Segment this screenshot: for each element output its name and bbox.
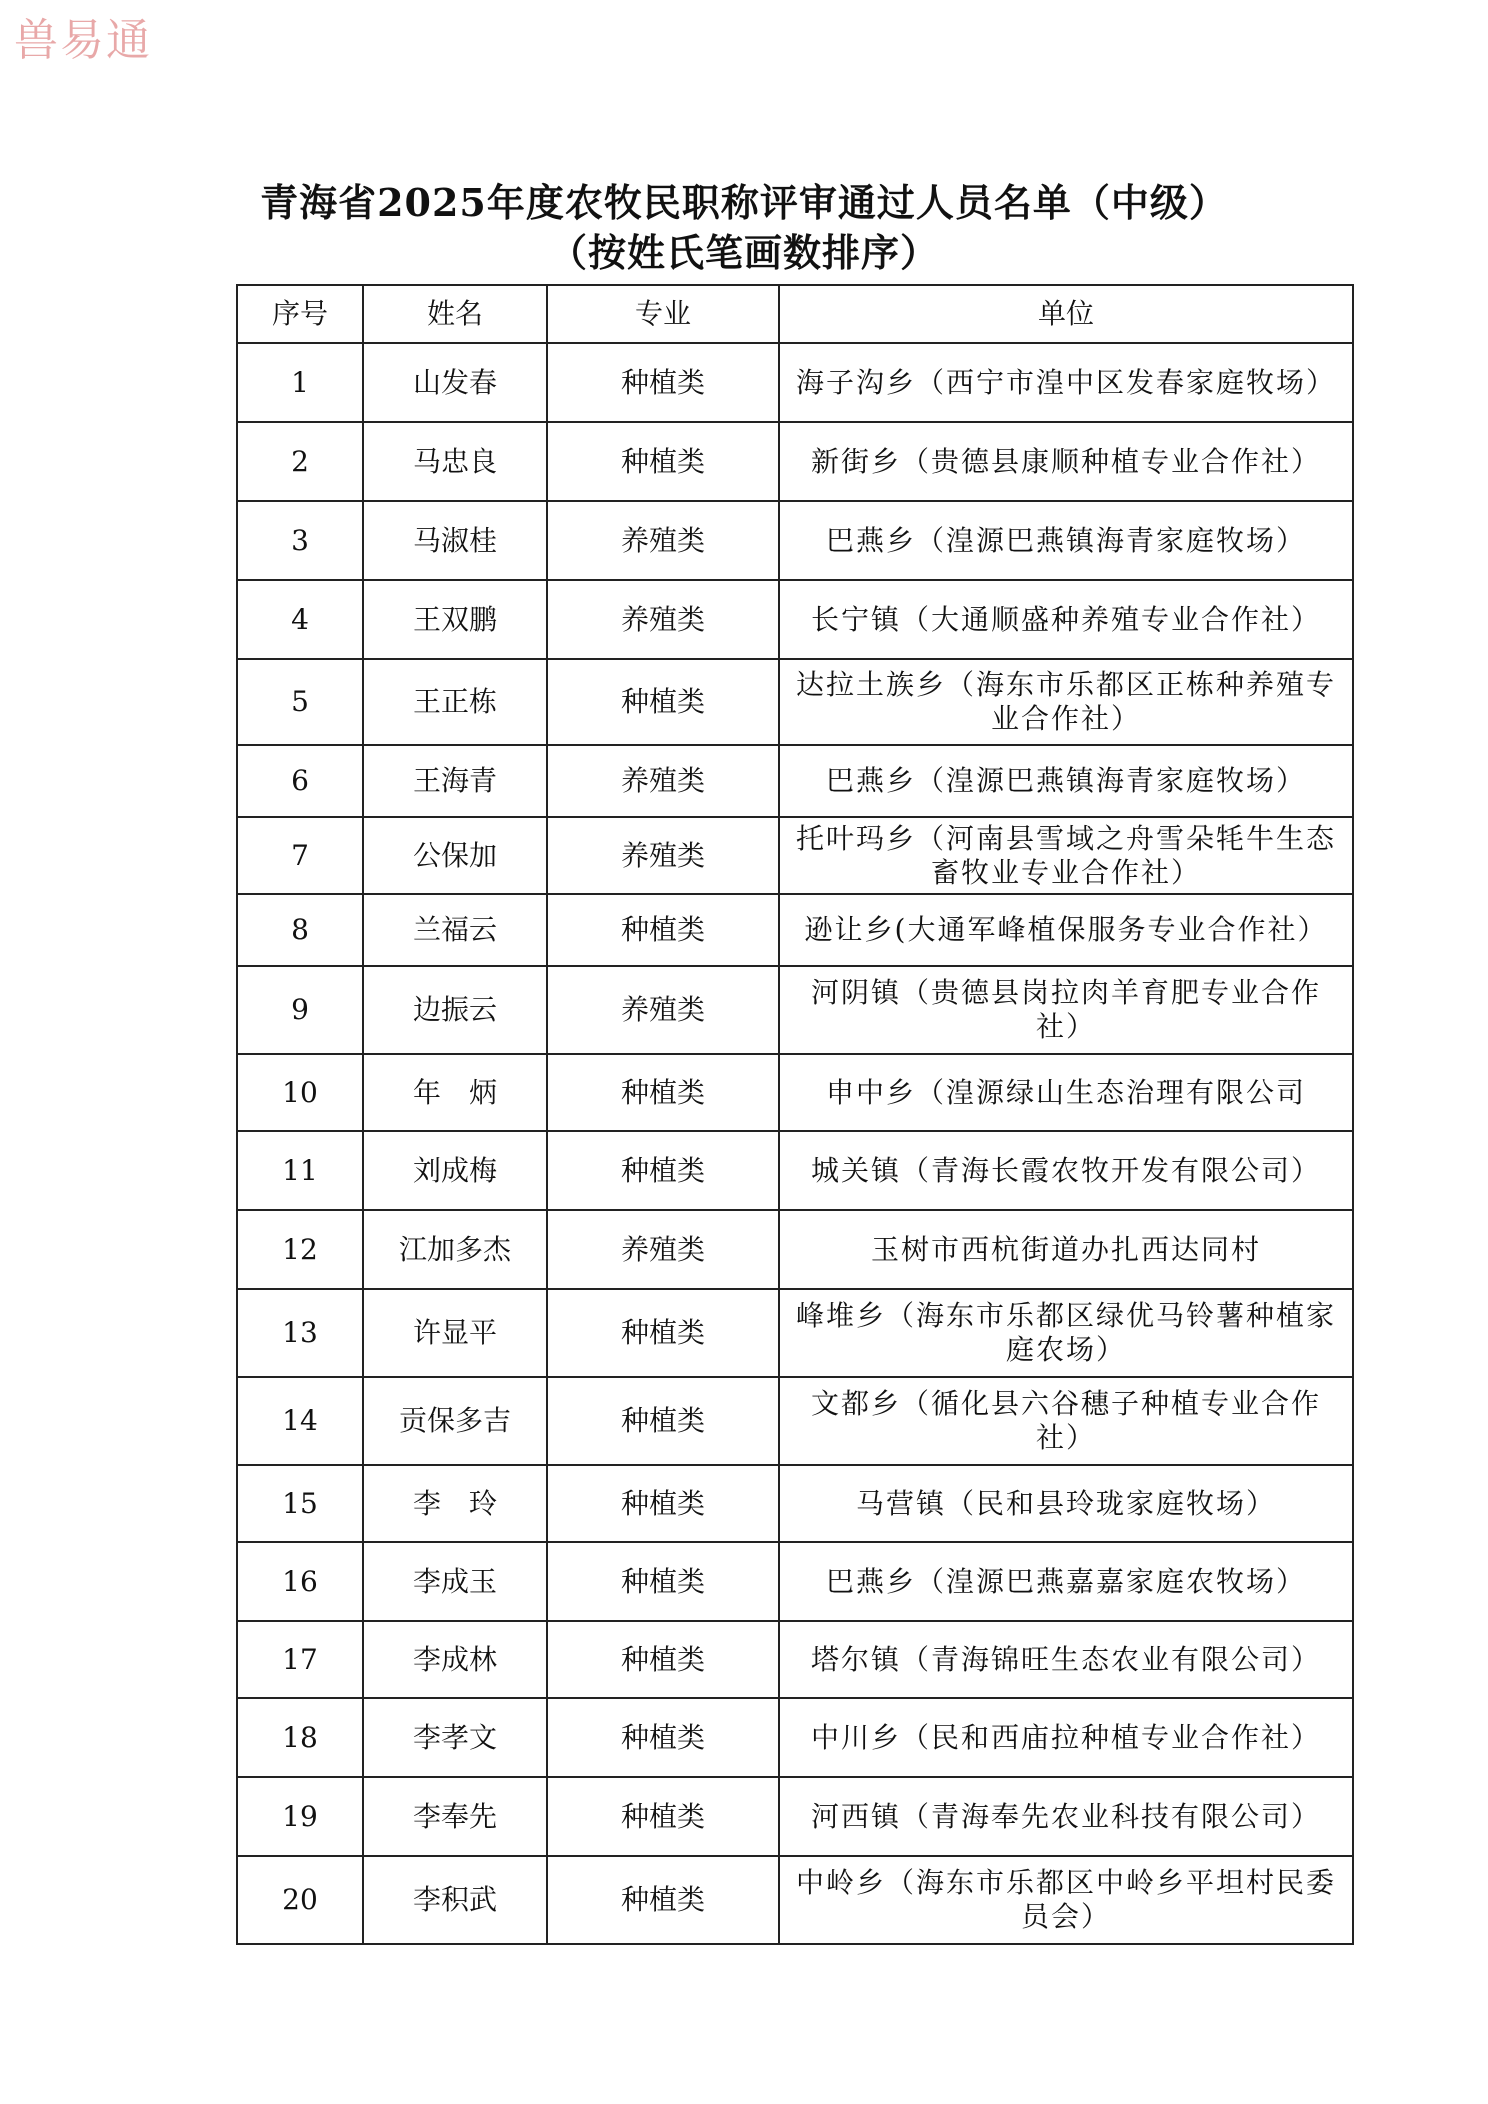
table-row xyxy=(237,659,1353,745)
table-row xyxy=(237,1621,1353,1698)
table-row xyxy=(237,1054,1353,1131)
cell-name: 王双鹏 xyxy=(363,580,547,659)
cell-no: 1 xyxy=(237,343,363,422)
cell-no: 11 xyxy=(237,1131,363,1210)
cell-name: 李成玉 xyxy=(363,1542,547,1621)
cell-major: 种植类 xyxy=(547,1777,779,1856)
cell-unit: 巴燕乡（湟源巴燕镇海青家庭牧场） xyxy=(779,745,1353,817)
table-row xyxy=(237,817,1353,894)
cell-no: 16 xyxy=(237,1542,363,1621)
cell-major: 养殖类 xyxy=(547,1210,779,1289)
cell-name: 江加多杰 xyxy=(363,1210,547,1289)
cell-major: 养殖类 xyxy=(547,966,779,1054)
header-name: 姓名 xyxy=(363,285,547,343)
cell-unit: 达拉土族乡（海东市乐都区正栋种养殖专业合作社） xyxy=(779,659,1353,745)
cell-name: 王正栋 xyxy=(363,659,547,745)
cell-name: 李孝文 xyxy=(363,1698,547,1777)
cell-name: 贡保多吉 xyxy=(363,1377,547,1465)
cell-unit: 海子沟乡（西宁市湟中区发春家庭牧场） xyxy=(779,343,1353,422)
cell-name: 王海青 xyxy=(363,745,547,817)
cell-no: 19 xyxy=(237,1777,363,1856)
cell-unit: 托叶玛乡（河南县雪域之舟雪朵牦牛生态畜牧业专业合作社） xyxy=(779,817,1353,894)
cell-major: 种植类 xyxy=(547,1054,779,1131)
document-title: 青海省2025年度农牧民职称评审通过人员名单（中级） xyxy=(260,180,1228,225)
roster-table xyxy=(236,284,1354,1945)
watermark: 兽易通 xyxy=(14,15,152,66)
cell-name: 许显平 xyxy=(363,1289,547,1377)
cell-no: 12 xyxy=(237,1210,363,1289)
cell-name: 李积武 xyxy=(363,1856,547,1944)
cell-no: 5 xyxy=(237,659,363,745)
cell-unit: 巴燕乡（湟源巴燕镇海青家庭牧场） xyxy=(779,501,1353,580)
cell-major: 养殖类 xyxy=(547,580,779,659)
table-row xyxy=(237,966,1353,1054)
cell-major: 养殖类 xyxy=(547,501,779,580)
table-row xyxy=(237,1856,1353,1944)
cell-no: 15 xyxy=(237,1465,363,1542)
cell-no: 8 xyxy=(237,894,363,966)
cell-unit: 玉树市西杭街道办扎西达同村 xyxy=(779,1210,1353,1289)
cell-name: 李奉先 xyxy=(363,1777,547,1856)
cell-name: 马淑桂 xyxy=(363,501,547,580)
table-row xyxy=(237,1210,1353,1289)
cell-unit: 文都乡（循化县六谷穗子种植专业合作社） xyxy=(779,1377,1353,1465)
header-major: 专业 xyxy=(547,285,779,343)
cell-major: 种植类 xyxy=(547,1621,779,1698)
table-row xyxy=(237,1377,1353,1465)
cell-major: 种植类 xyxy=(547,1131,779,1210)
cell-major: 种植类 xyxy=(547,1542,779,1621)
table-row xyxy=(237,580,1353,659)
document-subtitle: （按姓氏笔画数排序） xyxy=(548,230,939,275)
table-row xyxy=(237,343,1353,422)
cell-major: 种植类 xyxy=(547,343,779,422)
table-row xyxy=(237,501,1353,580)
cell-unit: 塔尔镇（青海锦旺生态农业有限公司） xyxy=(779,1621,1353,1698)
table-row xyxy=(237,894,1353,966)
cell-name: 兰福云 xyxy=(363,894,547,966)
cell-major: 种植类 xyxy=(547,659,779,745)
cell-major: 养殖类 xyxy=(547,817,779,894)
cell-major: 种植类 xyxy=(547,1289,779,1377)
cell-unit: 长宁镇（大通顺盛种养殖专业合作社） xyxy=(779,580,1353,659)
header-unit: 单位 xyxy=(779,285,1353,343)
cell-unit: 中川乡（民和西庙拉种植专业合作社） xyxy=(779,1698,1353,1777)
cell-unit: 逊让乡(大通军峰植保服务专业合作社） xyxy=(779,894,1353,966)
table-row xyxy=(237,422,1353,501)
header-no: 序号 xyxy=(237,285,363,343)
cell-name: 马忠良 xyxy=(363,422,547,501)
cell-name: 边振云 xyxy=(363,966,547,1054)
cell-major: 种植类 xyxy=(547,1856,779,1944)
cell-unit: 新街乡（贵德县康顺种植专业合作社） xyxy=(779,422,1353,501)
cell-no: 3 xyxy=(237,501,363,580)
cell-unit: 马营镇（民和县玲珑家庭牧场） xyxy=(779,1465,1353,1542)
cell-unit: 河西镇（青海奉先农业科技有限公司） xyxy=(779,1777,1353,1856)
table-row xyxy=(237,1777,1353,1856)
cell-name: 李成林 xyxy=(363,1621,547,1698)
cell-unit: 峰堆乡（海东市乐都区绿优马铃薯种植家庭农场） xyxy=(779,1289,1353,1377)
cell-name: 年 炳 xyxy=(363,1054,547,1131)
cell-no: 18 xyxy=(237,1698,363,1777)
cell-major: 种植类 xyxy=(547,422,779,501)
cell-no: 9 xyxy=(237,966,363,1054)
table-row xyxy=(237,1698,1353,1777)
cell-unit: 中岭乡（海东市乐都区中岭乡平坦村民委员会） xyxy=(779,1856,1353,1944)
table-row xyxy=(237,745,1353,817)
cell-no: 14 xyxy=(237,1377,363,1465)
cell-name: 公保加 xyxy=(363,817,547,894)
cell-major: 种植类 xyxy=(547,1377,779,1465)
cell-major: 种植类 xyxy=(547,894,779,966)
table-header-row xyxy=(237,285,1353,343)
table-row xyxy=(237,1131,1353,1210)
cell-no: 4 xyxy=(237,580,363,659)
cell-name: 刘成梅 xyxy=(363,1131,547,1210)
cell-no: 20 xyxy=(237,1856,363,1944)
cell-no: 6 xyxy=(237,745,363,817)
cell-name: 李 玲 xyxy=(363,1465,547,1542)
cell-major: 养殖类 xyxy=(547,745,779,817)
cell-no: 10 xyxy=(237,1054,363,1131)
cell-major: 种植类 xyxy=(547,1698,779,1777)
cell-major: 种植类 xyxy=(547,1465,779,1542)
cell-no: 2 xyxy=(237,422,363,501)
cell-unit: 申中乡（湟源绿山生态治理有限公司 xyxy=(779,1054,1353,1131)
cell-unit: 河阴镇（贵德县岗拉肉羊育肥专业合作社） xyxy=(779,966,1353,1054)
table-row xyxy=(237,1289,1353,1377)
table-row xyxy=(237,1542,1353,1621)
cell-no: 7 xyxy=(237,817,363,894)
cell-no: 17 xyxy=(237,1621,363,1698)
cell-unit: 城关镇（青海长霞农牧开发有限公司） xyxy=(779,1131,1353,1210)
cell-no: 13 xyxy=(237,1289,363,1377)
cell-unit: 巴燕乡（湟源巴燕嘉嘉家庭农牧场） xyxy=(779,1542,1353,1621)
table-row xyxy=(237,1465,1353,1542)
cell-name: 山发春 xyxy=(363,343,547,422)
